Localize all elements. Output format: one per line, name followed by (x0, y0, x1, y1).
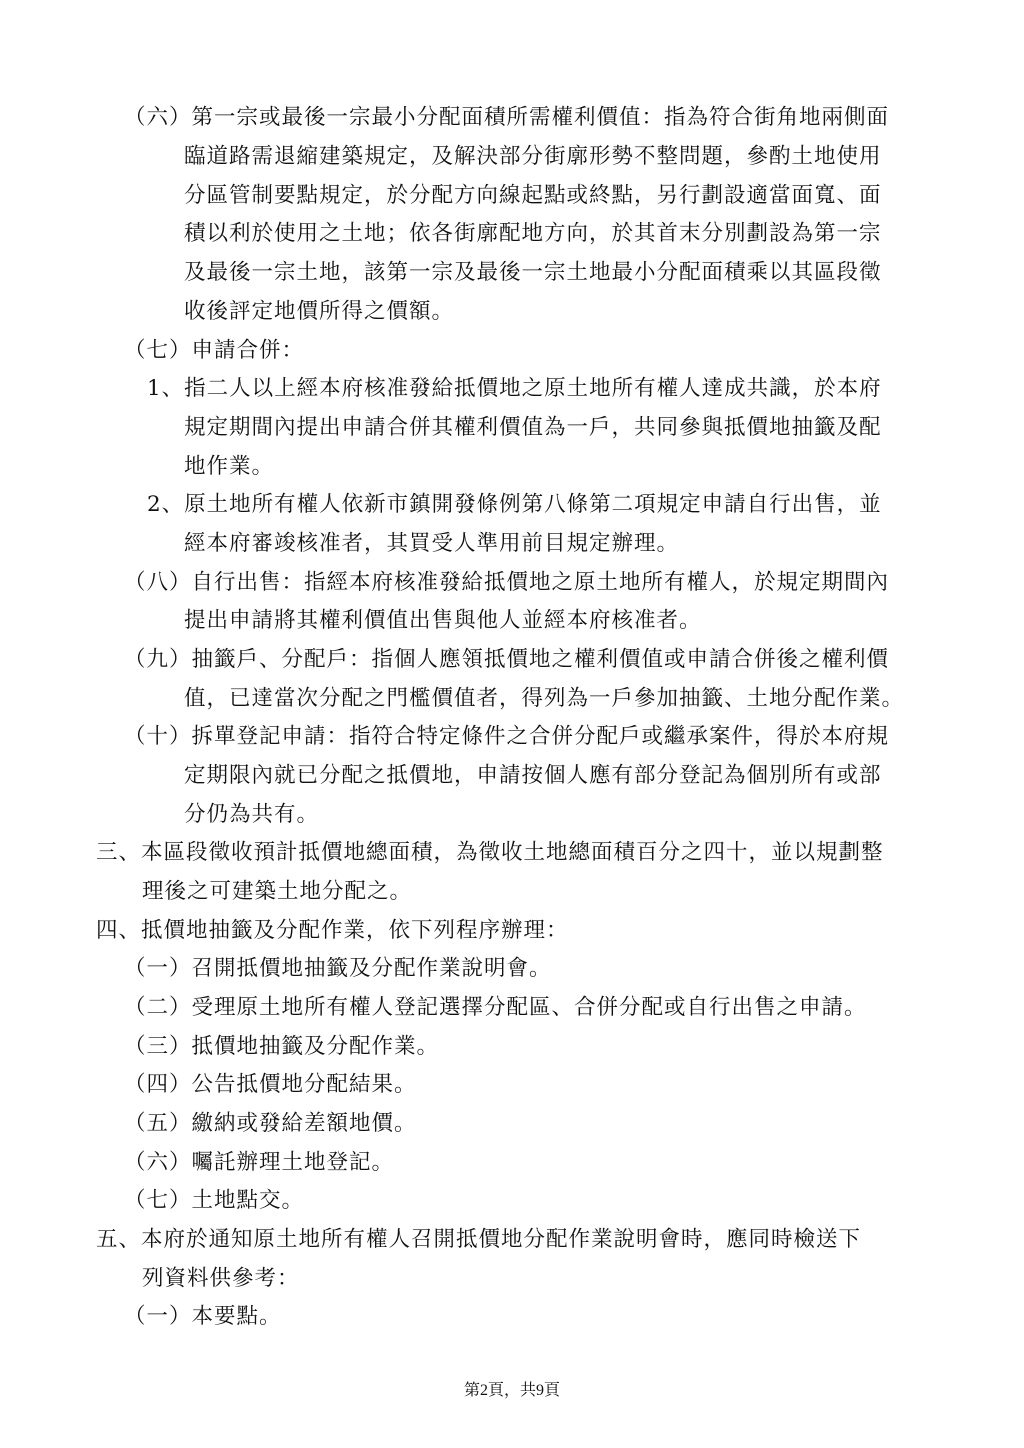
text-line: 列資料供參考： (142, 1266, 300, 1291)
text-line: 值，已達當次分配之門檻價值者，得列為一戶參加抽籤、土地分配作業。 (184, 686, 905, 711)
text-line: （七）申請合併： (124, 338, 305, 363)
text-line: 定期限內就已分配之抵價地，申請按個人應有部分登記為個別所有或部 (184, 763, 882, 788)
text-line: （九）抽籤戶、分配戶：指個人應領抵價地之權利價值或申請合併後之權利價 (124, 647, 890, 672)
text-line: （五）繳納或發給差額地價。 (124, 1111, 417, 1136)
text-line: 地作業。 (184, 454, 275, 479)
text-line: 臨道路需退縮建築規定，及解決部分街廓形勢不整問題，參酌土地使用 (184, 144, 882, 169)
text-line: （三）抵價地抽籤及分配作業。 (124, 1034, 440, 1059)
text-line: （四）公告抵價地分配結果。 (124, 1072, 417, 1097)
text-line: （八）自行出售：指經本府核准發給抵價地之原土地所有權人，於規定期間內 (124, 570, 890, 595)
text-line: 理後之可建築土地分配之。 (142, 879, 413, 904)
page-number-footer: 第2頁，共9頁 (463, 1382, 560, 1399)
text-line: （七）土地點交。 (124, 1188, 305, 1213)
text-line: 五、本府於通知原土地所有權人召開抵價地分配作業說明會時，應同時檢送下 (96, 1227, 862, 1252)
text-line: （六）囑託辦理土地登記。 (124, 1150, 395, 1175)
text-line: 積以利於使用之土地；依各街廓配地方向，於其首末分別劃設為第一宗 (184, 221, 882, 246)
text-line: 收後評定地價所得之價額。 (184, 299, 455, 324)
text-line: （十）拆單登記申請：指符合特定條件之合併分配戶或繼承案件，得於本府規 (124, 724, 890, 749)
text-line: 經本府審竣核准者，其買受人準用前目規定辦理。 (184, 531, 680, 556)
text-line: 分仍為共有。 (184, 802, 320, 827)
text-line: 三、本區段徵收預計抵價地總面積，為徵收土地總面積百分之四十，並以規劃整 (96, 840, 884, 865)
text-line: （二）受理原土地所有權人登記選擇分配區、合併分配或自行出售之申請。 (124, 995, 867, 1020)
text-line: 分區管制要點規定，於分配方向線起點或終點，另行劃設適當面寬、面 (184, 183, 882, 208)
text-line: 規定期間內提出申請合併其權利價值為一戶，共同參與抵價地抽籤及配 (184, 415, 882, 440)
text-line: 2、原土地所有權人依新市鎮開發條例第八條第二項規定申請自行出售，並 (147, 492, 882, 517)
text-line: 四、抵價地抽籤及分配作業，依下列程序辦理： (96, 918, 569, 943)
text-line: （一）召開抵價地抽籤及分配作業說明會。 (124, 956, 552, 981)
text-line: （一）本要點。 (124, 1304, 282, 1329)
text-line: 提出申請將其權利價值出售與他人並經本府核准者。 (184, 608, 702, 633)
text-line: 及最後一宗土地，該第一宗及最後一宗土地最小分配面積乘以其區段徵 (184, 260, 882, 285)
text-line: （六）第一宗或最後一宗最小分配面積所需權利價值：指為符合街角地兩側面 (124, 105, 890, 130)
text-line: 1、指二人以上經本府核准發給抵價地之原土地所有權人達成共識，於本府 (147, 376, 882, 401)
